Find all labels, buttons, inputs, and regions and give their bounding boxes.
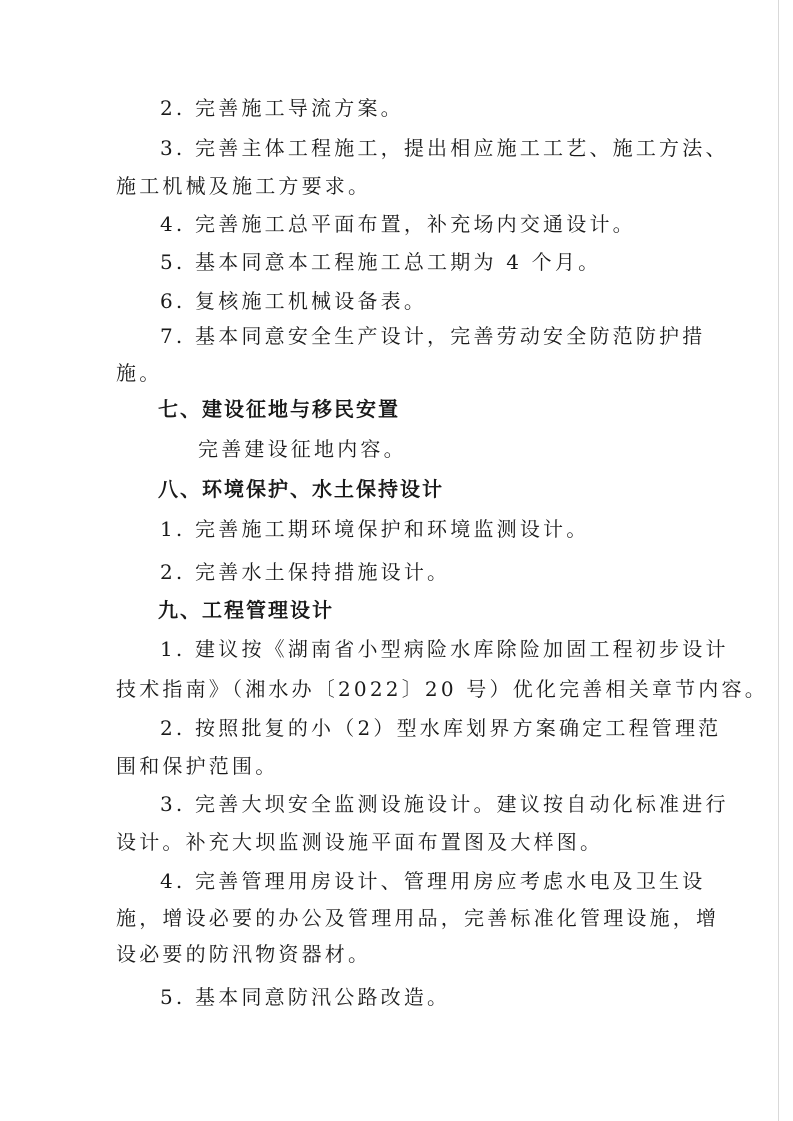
item-2-construction-diversion: 2. 完善施工导流方案。	[160, 96, 404, 120]
section-8-heading: 八、环境保护、水土保持设计	[158, 477, 444, 501]
section-7-heading: 七、建设征地与移民安置	[158, 397, 400, 421]
section-7-content: 完善建设征地内容。	[198, 437, 407, 461]
item-3-main-works-line2: 施工机械及施工方要求。	[116, 174, 372, 198]
section-9-heading: 九、工程管理设计	[158, 598, 334, 622]
item-4-site-layout: 4. 完善施工总平面布置，补充场内交通设计。	[160, 212, 636, 236]
page-edge-line	[778, 0, 779, 1121]
section-9-item-5: 5. 基本同意防汛公路改造。	[160, 985, 451, 1009]
section-9-item-4-line3: 设必要的防汛物资器材。	[116, 942, 372, 966]
section-9-item-1-line2: 技术指南》（湘水办〔2022〕20 号）优化完善相关章节内容。	[116, 677, 768, 701]
section-9-item-4-line1: 4. 完善管理用房设计、管理用房应考虑水电及卫生设	[160, 869, 706, 893]
section-9-item-2-line2: 围和保护范围。	[116, 754, 279, 778]
item-7-safety-line2: 施。	[116, 361, 163, 385]
item-3-main-works-line1: 3. 完善主体工程施工，提出相应施工工艺、施工方法、	[160, 136, 729, 160]
section-9-item-4-line2: 施，增设必要的办公及管理用品，完善标准化管理设施，增	[116, 906, 720, 930]
item-5-construction-period: 5. 基本同意本工程施工总工期为 4 个月。	[160, 250, 602, 274]
item-7-safety-line1: 7. 基本同意安全生产设计，完善劳动安全防范防护措	[160, 324, 706, 348]
section-9-item-3-line2: 设计。补充大坝监测设施平面布置图及大样图。	[116, 830, 604, 854]
section-9-item-2-line1: 2. 按照批复的小（2）型水库划界方案确定工程管理范	[160, 716, 722, 740]
item-6-equipment-table: 6. 复核施工机械设备表。	[160, 289, 428, 313]
section-8-item-2: 2. 完善水土保持措施设计。	[160, 560, 451, 584]
section-9-item-3-line1: 3. 完善大坝安全监测设施设计。建议按自动化标准进行	[160, 792, 729, 816]
section-8-item-1: 1. 完善施工期环境保护和环境监测设计。	[160, 517, 590, 541]
section-9-item-1-line1: 1. 建议按《湖南省小型病险水库除险加固工程初步设计	[160, 637, 729, 661]
